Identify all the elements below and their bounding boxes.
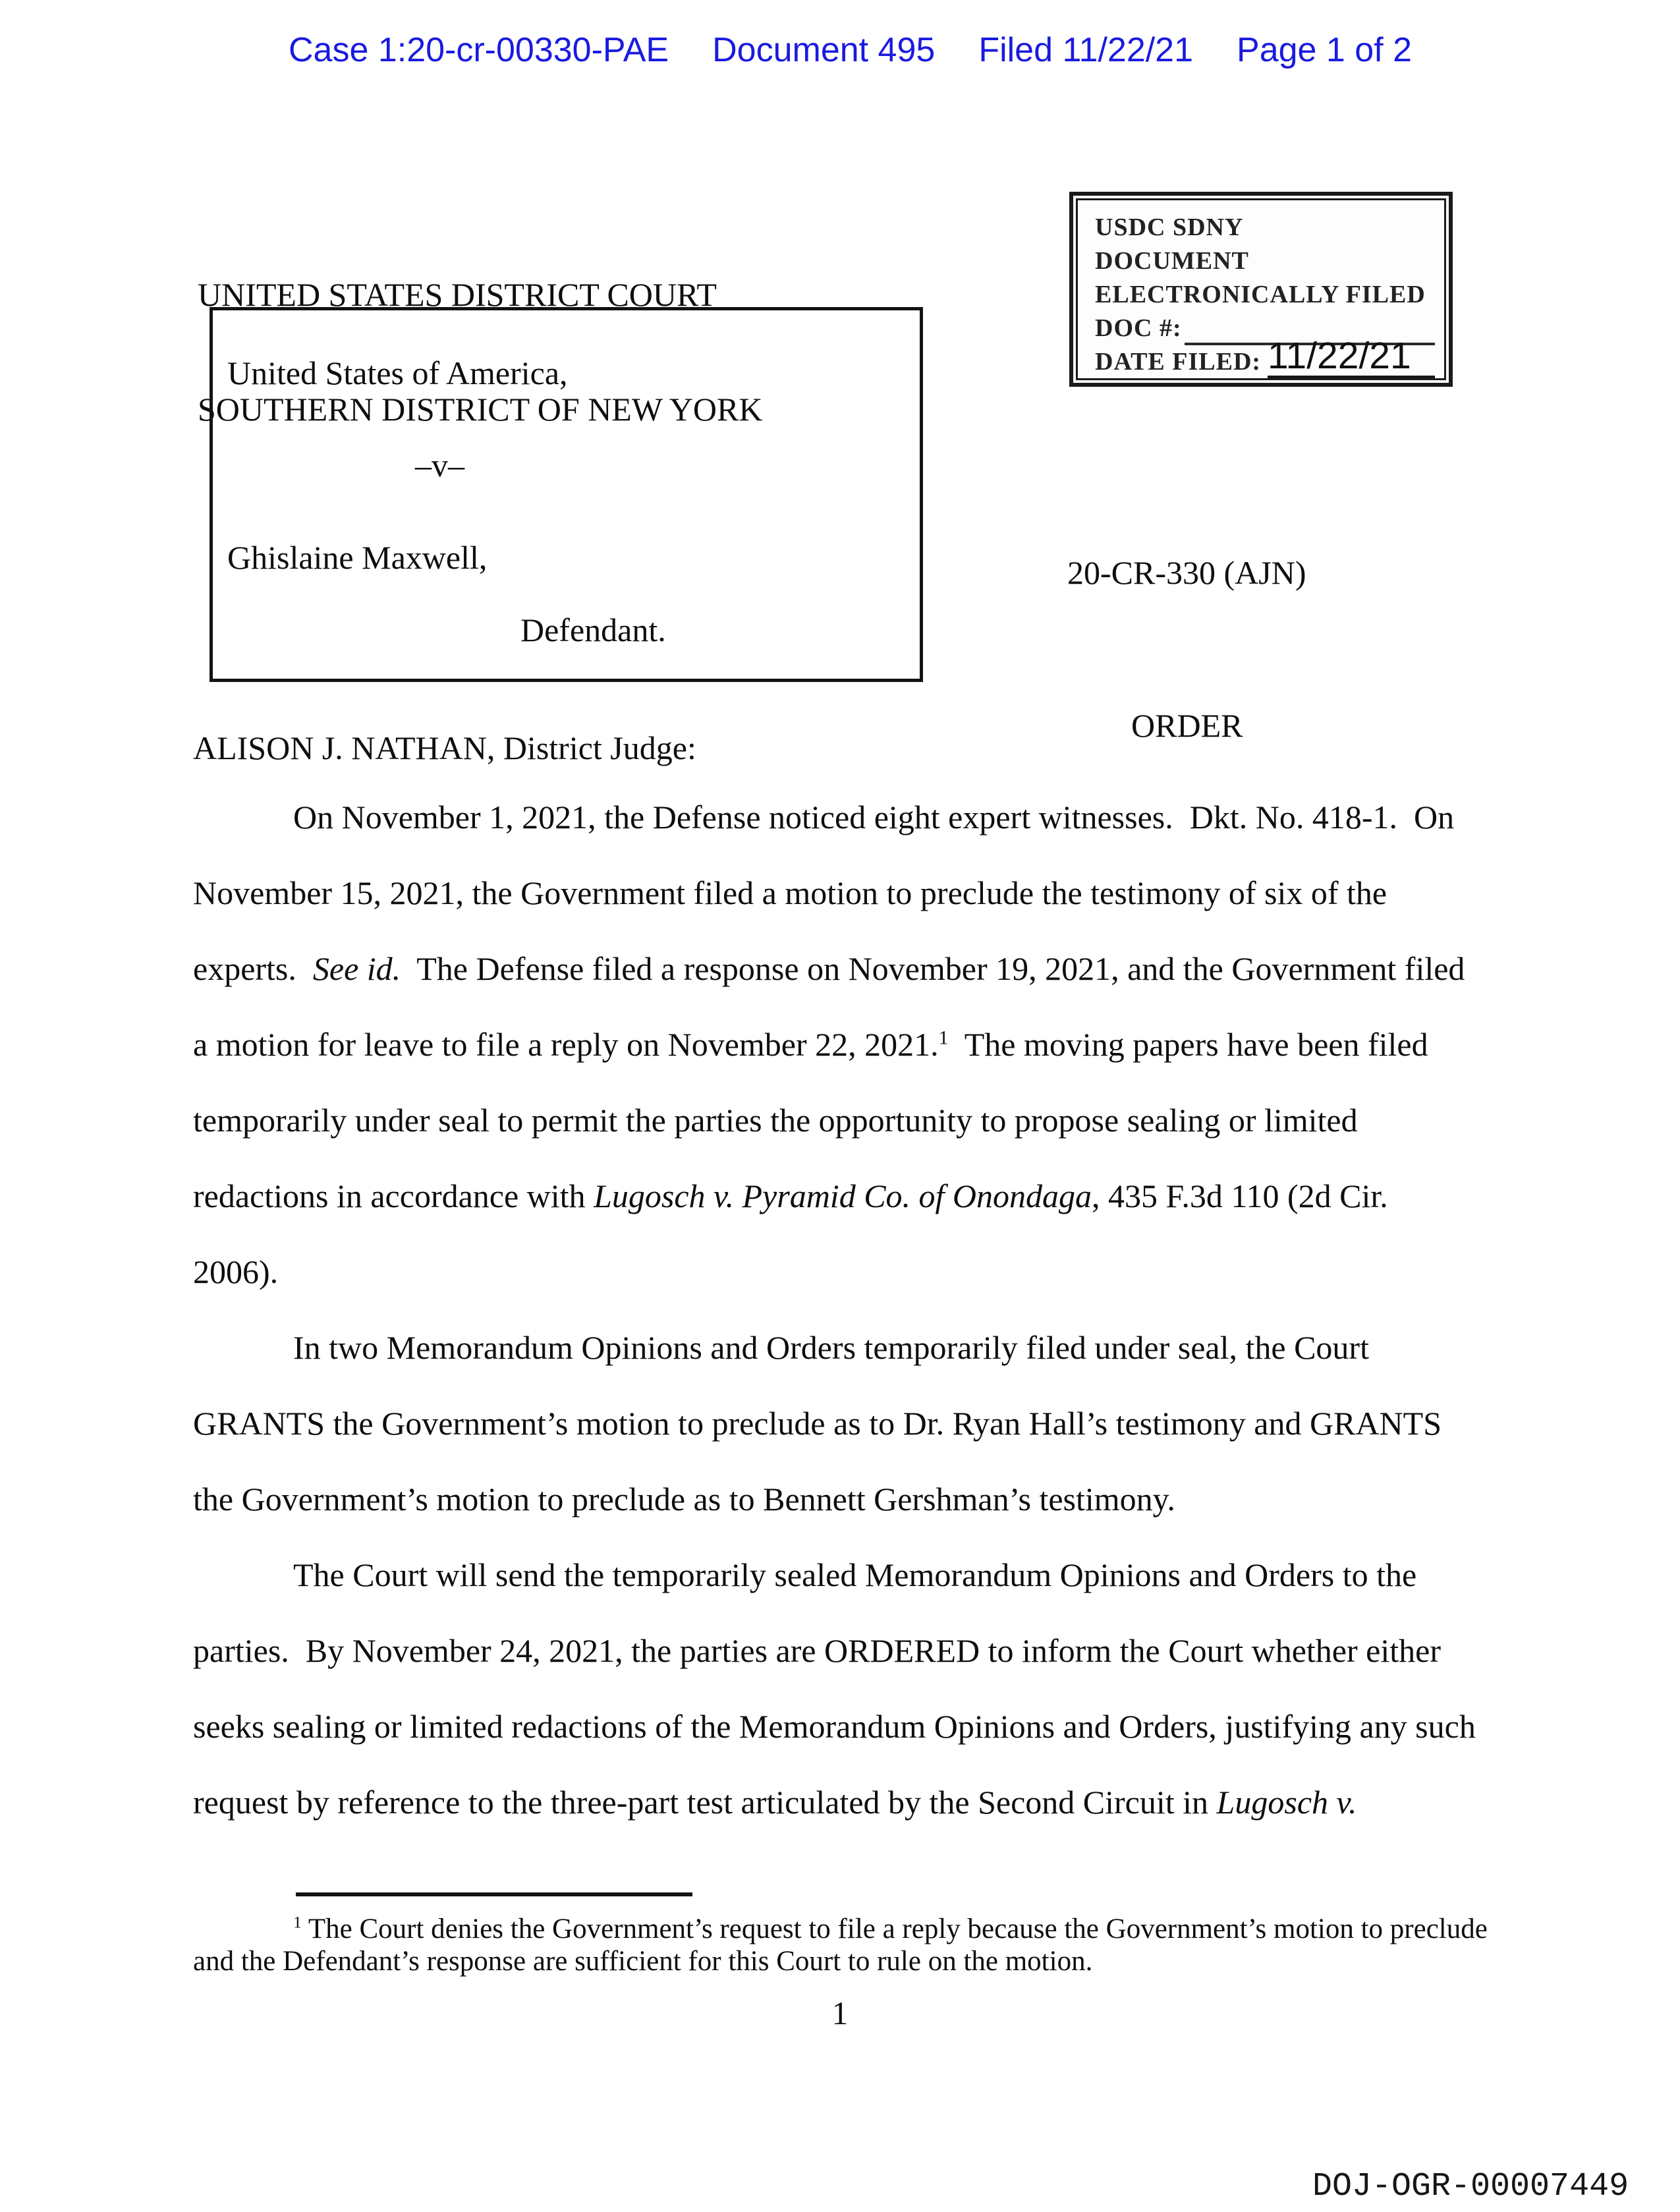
footnote-separator [296,1892,692,1896]
caption-defendant-name: Ghislaine Maxwell, [227,539,488,576]
order-title: ORDER [1131,707,1243,744]
stamp-electronically-filed: ELECTRONICALLY FILED [1095,281,1426,308]
stamp-doc-label: DOC #: [1095,314,1182,342]
body-line: GRANTS the Government’s motion to preclude as to Dr. Ryan Hall’s testimony and GRANTS [193,1405,1442,1442]
body-line: experts. See id. The Defense filed a response on November 19, 2021, and the Government filed [193,950,1465,987]
ecf-document-number: Document 495 [712,31,936,69]
court-name-line1: UNITED STATES DISTRICT COURT [198,276,717,313]
body-line: In two Memorandum Opinions and Orders temporarily filed under seal, the Court [293,1329,1369,1366]
body-line: seeks sealing or limited redactions of the Memorandum Opinions and Orders, justifying any such [193,1708,1476,1745]
ecf-header [289,32,1412,69]
filed-stamp [1069,192,1453,387]
caption-defendant-label: Defendant. [520,611,666,648]
body-line: November 15, 2021, the Government filed a motion to preclude the testimony of six of the [193,874,1387,911]
stamp-date-filed-row [1095,335,1435,379]
stamp-document: DOCUMENT [1095,247,1249,275]
stamp-date-value: 11/22/21 [1268,336,1435,379]
ecf-case-number: Case 1:20-cr-00330-PAE [289,31,669,69]
court-name-line2: SOUTHERN DISTRICT OF NEW YORK [198,391,763,428]
filed-stamp-inner [1076,198,1446,380]
case-caption-box [210,307,923,682]
body-line: redactions in accordance with Lugosch v. Pyramid Co. of Onondaga, 435 F.3d 110 (2d Cir. [193,1177,1388,1214]
ecf-filed-date: Filed 11/22/21 [978,31,1194,69]
body-line: the Government’s motion to preclude as to Bennett Gershman’s testimony. [193,1481,1175,1517]
stamp-date-label: DATE FILED: [1095,348,1262,376]
bates-number: DOJ-OGR-00007449 [1312,2168,1629,2205]
body-line: 2006). [193,1253,279,1290]
body-line: The Court will send the temporarily sealed Memorandum Opinions and Orders to the [293,1556,1417,1593]
case-reference-block [1067,477,1306,821]
body-line: On November 1, 2021, the Defense noticed eight expert witnesses. Dkt. No. 418-1. On [293,799,1455,836]
page-number: 1 [831,1995,849,2031]
footnote [193,1913,1521,1977]
body-line: a motion for leave to file a reply on November 22, 2021.$^1$ The moving papers have been filed [193,1026,1428,1063]
body-line: parties. By November 24, 2021, the parties are ORDERED to inform the Court whether either [193,1632,1441,1669]
caption-versus: –v– [415,447,464,484]
caption-plaintiff: United States of America, [227,354,568,391]
case-number: 20-CR-330 (AJN) [1067,554,1306,591]
footnote-line: and the Defendant’s response are sufficient for this Court to rule on the motion. [193,1946,1093,1977]
body-line: temporarily under seal to permit the parties the opportunity to propose sealing or limited [193,1102,1358,1139]
judge-line: ALISON J. NATHAN, District Judge: [193,729,696,766]
footnote-line: $^1$ The Court denies the Government’s request to file a reply because the Government’s motion to preclude [293,1912,1488,1944]
order-body [193,780,1514,1840]
stamp-usdc-sdny: USDC SDNY [1095,213,1244,241]
ecf-page-indicator: Page 1 of 2 [1237,31,1413,69]
body-line: request by reference to the three-part test articulated by the Second Circuit in Lugosch v. [193,1784,1357,1821]
